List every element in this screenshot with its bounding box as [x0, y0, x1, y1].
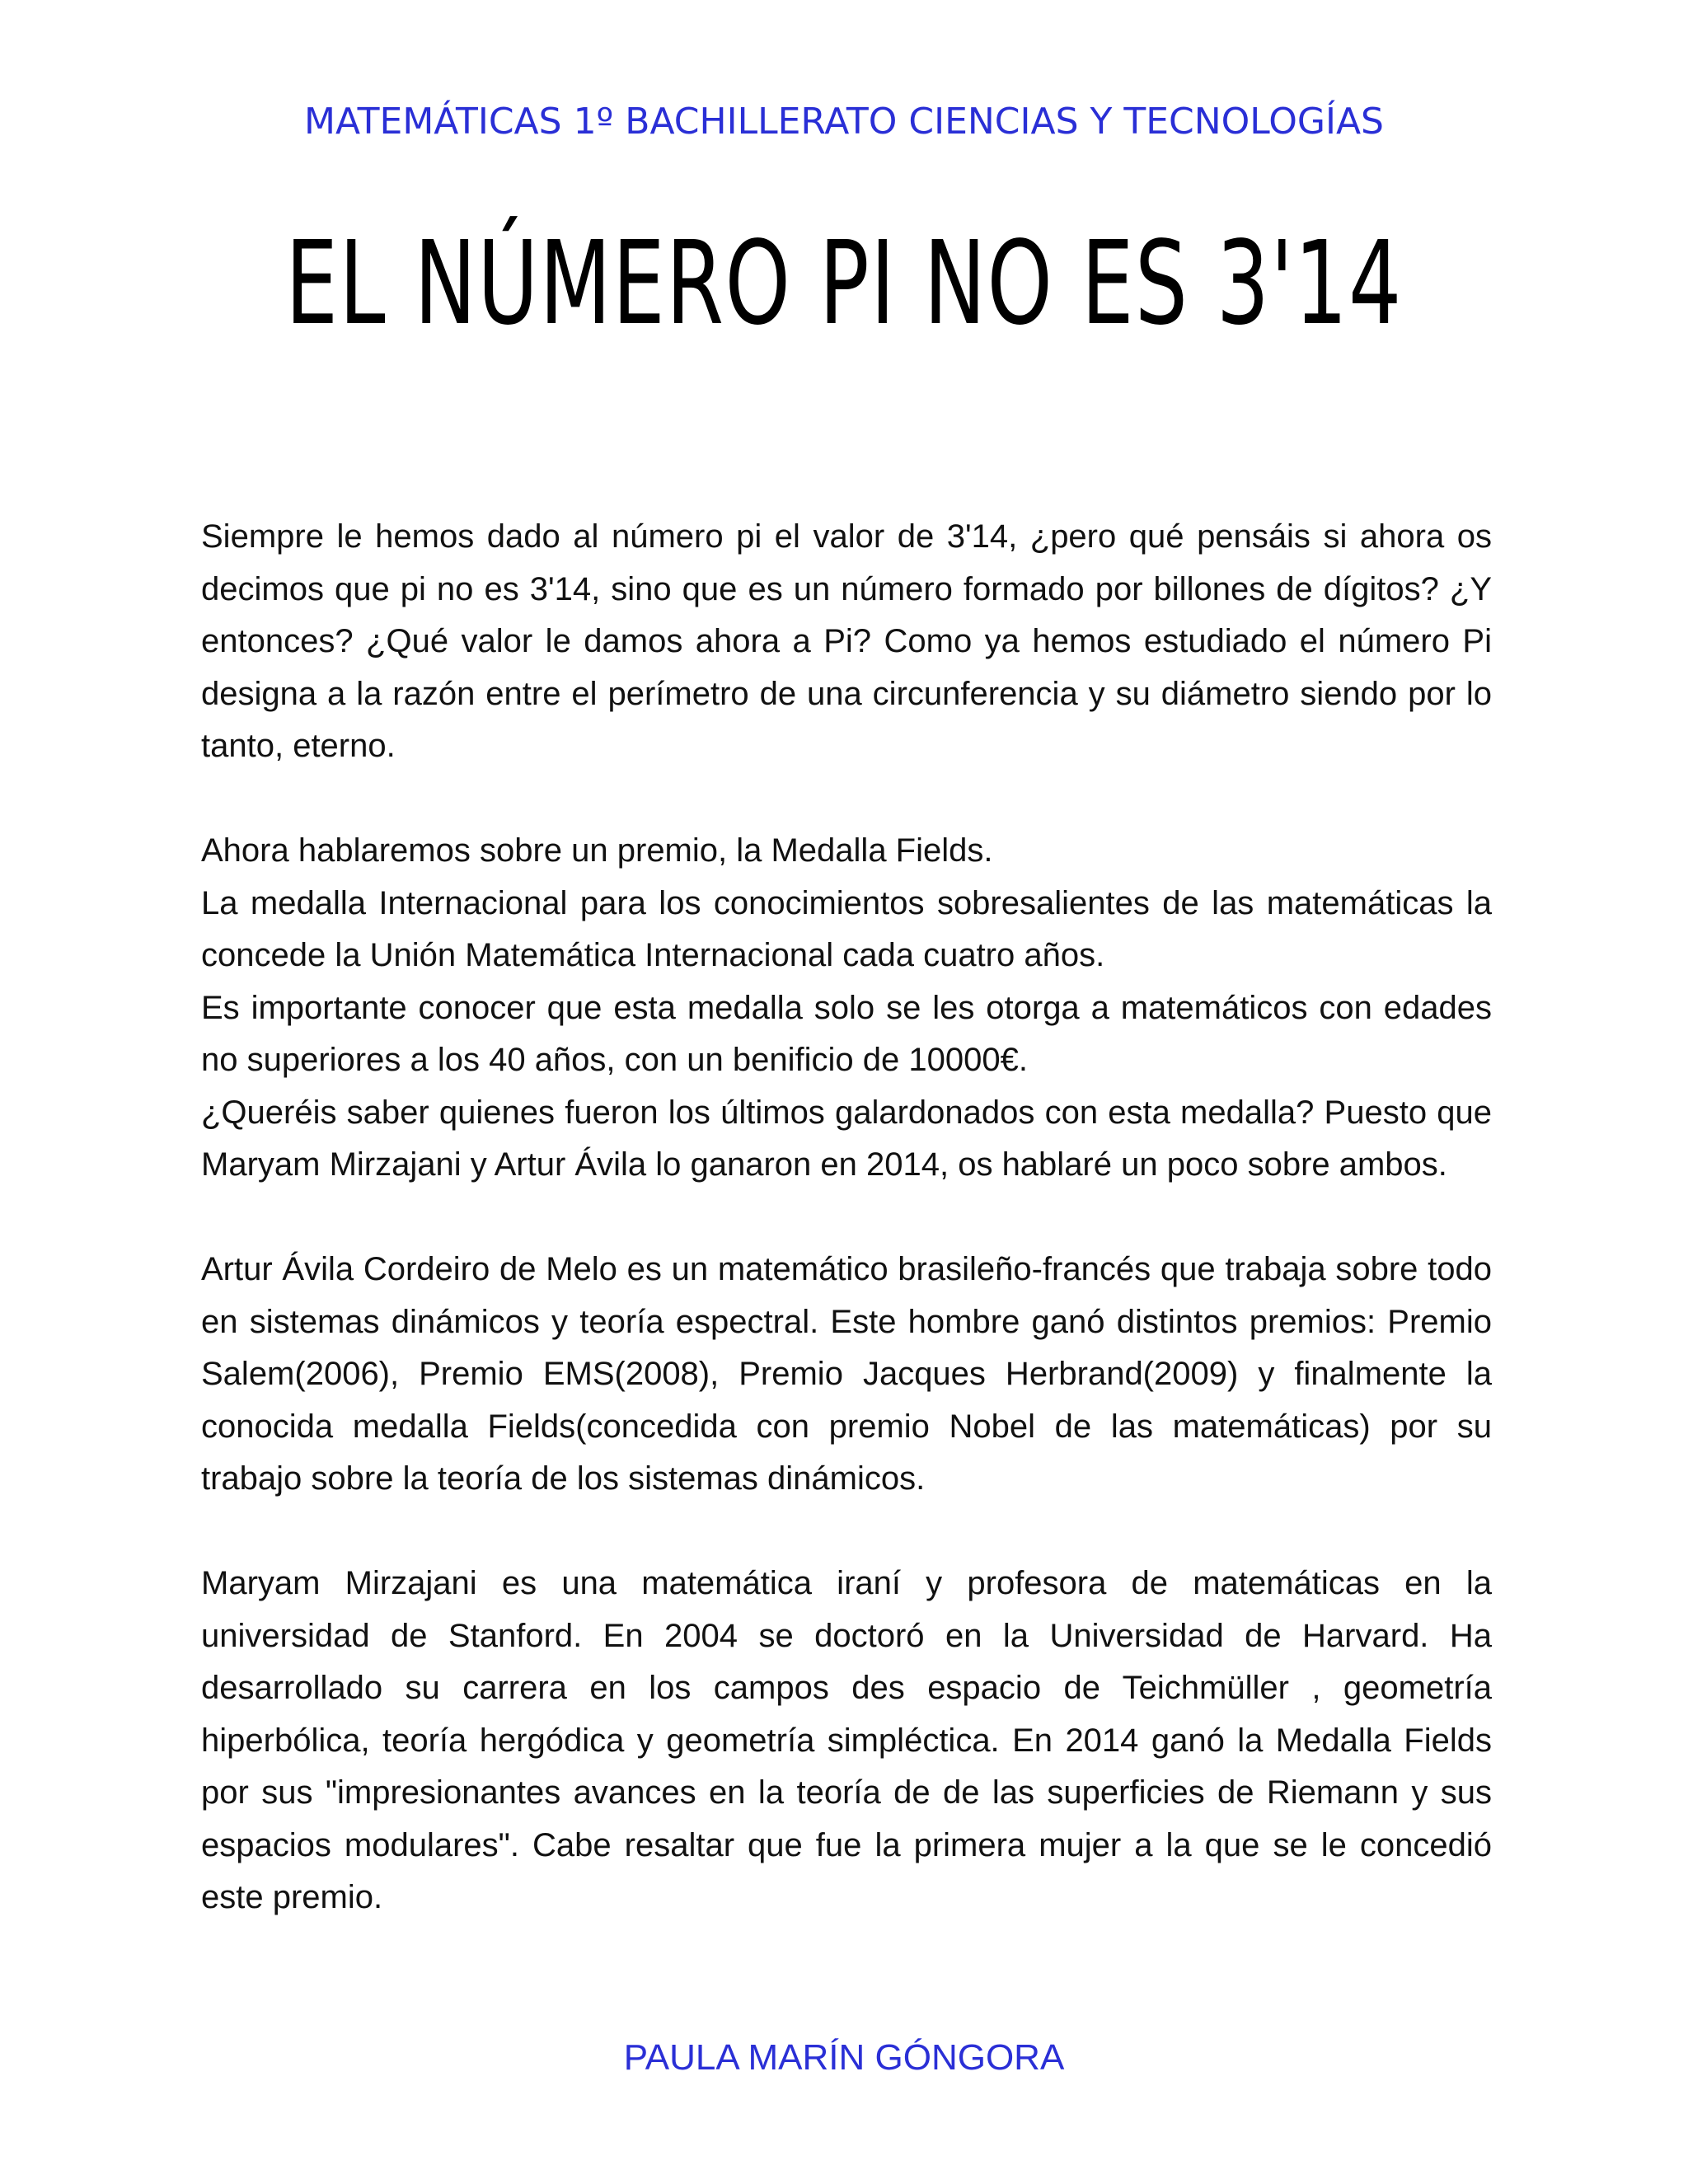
course-header: MATEMÁTICAS 1º BACHILLERATO CIENCIAS Y TECNOLOGÍAS [304, 101, 1384, 143]
paragraph-fields-medal-intro: Ahora hablaremos sobre un premio, la Medalla Fields. [201, 832, 993, 869]
paragraph-fields-medal-definition: La medalla Internacional para los conocimientos sobresalientes de las matemáticas la concede la Unión Matemática Internacional cada cuatro años. [201, 884, 1492, 973]
paragraph-pi-intro: Siempre le hemos dado al número pi el valor de 3'14, ¿pero qué pensáis si ahora os decimos que pi no es 3'14, sino que es un número formado por billones de dígitos? ¿Y entonces? ¿Qué valor le damos ahora a Pi? Como ya hemos estudiado el número Pi designa a la razón entre el perímetro de una circunferencia y su diámetro siendo por lo tanto, eterno. [201, 518, 1492, 764]
paragraph-fields-medal-age: Es importante conocer que esta medalla solo se les otorga a matemáticos con edades no superiores a los 40 años, con un benificio de 10000€. [201, 989, 1492, 1078]
document-title: EL NÚMERO PI NO ES 3'14 [285, 217, 1403, 351]
paragraph-maryam-mirzajani: Maryam Mirzajani es una matemática iraní y profesora de matemáticas en la universidad de Stanford. En 2004 se doctoró en la Universidad de Harvard. Ha desarrollado su carrera en los campos des espacio de Teichmüller , geometría hiperbólica, teoría hergódica y geometría simpléctica. En 2014 ganó la Medalla Fields por sus "impresionantes avances en la teoría de de las superficies de Riemann y sus espacios modulares". Cabe resaltar que fue la primera mujer a la que se le concedió este premio. [201, 1565, 1492, 1915]
paragraph-fields-medal-winners: ¿Queréis saber quienes fueron los últimos galardonados con esta medalla? Puesto que Maryam Mirzajani y Artur Ávila lo ganaron en 2014, os hablaré un poco sobre ambos. [201, 1094, 1492, 1183]
author-name: PAULA MARÍN GÓNGORA [623, 2037, 1065, 2078]
paragraph-artur-avila: Artur Ávila Cordeiro de Melo es un matemático brasileño-francés que trabaja sobre todo en sistemas dinámicos y teoría espectral. Este hombre ganó distintos premios: Premio Salem(2006), Premio EMS(2008), Premio Jacques Herbrand(2009) y finalmente la conocida medalla Fields(concedida con premio Nobel de las matemáticas) por su trabajo sobre la teoría de los sistemas dinámicos. [201, 1251, 1492, 1497]
document-body [201, 511, 1492, 1924]
